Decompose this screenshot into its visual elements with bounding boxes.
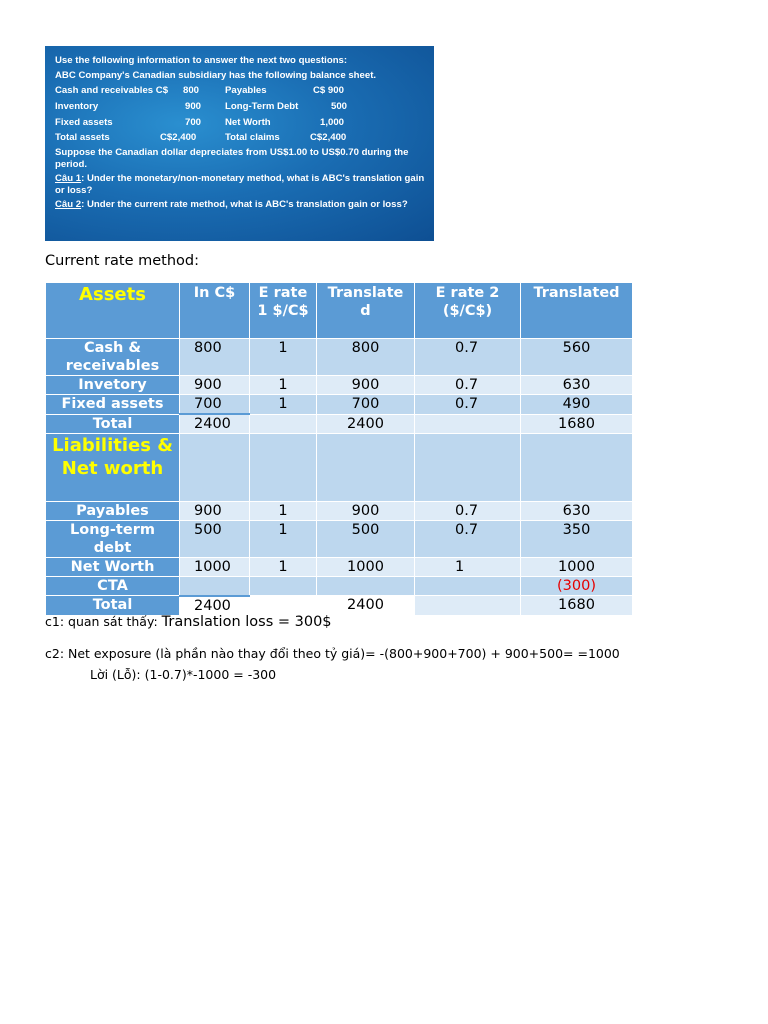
liabilities-section-row bbox=[46, 434, 633, 502]
cell-in-cad bbox=[180, 577, 250, 596]
cell-translated-1: 900 bbox=[317, 502, 415, 521]
cell-erate1: 1 bbox=[250, 521, 317, 558]
slide-intro: Use the following information to answer the next two questions: bbox=[55, 55, 348, 66]
cell-erate1: 1 bbox=[250, 376, 317, 395]
cell-in-cad: 2400 bbox=[180, 596, 250, 616]
cell-erate2: 1 bbox=[415, 558, 521, 577]
column-header: E rate 1 $/C$ bbox=[250, 283, 317, 339]
cell-erate1: 1 bbox=[250, 339, 317, 376]
cell-in-cad: 800 bbox=[180, 339, 250, 376]
cell-erate2: 0.7 bbox=[415, 376, 521, 395]
note-c1: c1: quan sát thấy: Translation loss = 300$ bbox=[45, 614, 332, 630]
table-row bbox=[46, 577, 633, 596]
cell-erate1 bbox=[250, 577, 317, 596]
cell-translated-2: 560 bbox=[521, 339, 633, 376]
liabilities-title: Liabilities & Net worth bbox=[46, 434, 180, 502]
cell-erate2: 0.7 bbox=[415, 502, 521, 521]
column-header: Translate d bbox=[317, 283, 415, 339]
table-row bbox=[46, 521, 633, 558]
cell-translated-1: 2400 bbox=[317, 596, 415, 616]
row-label: Fixed assets bbox=[46, 395, 180, 415]
row-label: Total bbox=[46, 414, 180, 434]
slide-question-2: Câu 2: Under the current rate method, what is ABC's translation gain or loss? bbox=[55, 198, 408, 210]
row-label: Invetory bbox=[46, 376, 180, 395]
slide-row: Cash and receivables C$ 800 Payables C$ 900 bbox=[55, 85, 344, 97]
cell-in-cad: 900 bbox=[180, 502, 250, 521]
slide-suppose-text: Suppose the Canadian dollar depreciates from US$1.00 to US$0.70 during the period. bbox=[55, 146, 409, 171]
section-heading: Current rate method: bbox=[45, 253, 200, 269]
note-c2: c2: Net exposure (là phần nào thay đổi theo tỷ giá)= -(800+900+700) + 900+500= =1000 bbox=[45, 646, 620, 661]
current-rate-table bbox=[45, 282, 633, 616]
cell-translated-1: 2400 bbox=[317, 414, 415, 434]
cell-in-cad: 2400 bbox=[180, 414, 250, 434]
table-row bbox=[46, 395, 633, 415]
column-header: E rate 2 ($/C$) bbox=[415, 283, 521, 339]
slide-question-1: Câu 1: Under the monetary/non-monetary method, what is ABC's translation gain or loss? bbox=[55, 172, 425, 197]
cell-erate2: 0.7 bbox=[415, 395, 521, 415]
table-row bbox=[46, 414, 633, 434]
translation-loss-text: Translation loss = 300$ bbox=[161, 614, 332, 630]
row-label: CTA bbox=[46, 577, 180, 596]
row-label: Total bbox=[46, 596, 180, 616]
question-slide-image bbox=[45, 46, 434, 241]
table-row bbox=[46, 502, 633, 521]
slide-row: Total assets C$2,400 Total claims C$2,400 bbox=[55, 132, 347, 144]
column-header: Translated bbox=[521, 283, 633, 339]
cell-translated-1: 700 bbox=[317, 395, 415, 415]
slide-balance-sheet-title: ABC Company's Canadian subsidiary has the following balance sheet. bbox=[55, 70, 377, 82]
cell-in-cad: 500 bbox=[180, 521, 250, 558]
cell-erate1: 1 bbox=[250, 395, 317, 415]
cell-erate1: 1 bbox=[250, 558, 317, 577]
table-row bbox=[46, 376, 633, 395]
cell-in-cad: 900 bbox=[180, 376, 250, 395]
cell-erate2 bbox=[415, 414, 521, 434]
table-header-row bbox=[46, 283, 633, 339]
cell-translated-1: 1000 bbox=[317, 558, 415, 577]
cell-in-cad: 700 bbox=[180, 395, 250, 415]
table-row bbox=[46, 339, 633, 376]
column-header: In C$ bbox=[180, 283, 250, 339]
row-label: Long-term debt bbox=[46, 521, 180, 558]
cell-translated-1 bbox=[317, 577, 415, 596]
table-row bbox=[46, 558, 633, 577]
cell-erate1 bbox=[250, 414, 317, 434]
cell-translated-2: 350 bbox=[521, 521, 633, 558]
cell-in-cad: 1000 bbox=[180, 558, 250, 577]
cell-translated-1: 800 bbox=[317, 339, 415, 376]
cell-erate2: 0.7 bbox=[415, 339, 521, 376]
assets-title: Assets bbox=[46, 283, 180, 339]
cell-translated-2: 1680 bbox=[521, 414, 633, 434]
cell-erate2: 0.7 bbox=[415, 521, 521, 558]
cell-translated-2: 630 bbox=[521, 502, 633, 521]
cell-translated-1: 500 bbox=[317, 521, 415, 558]
cell-erate1: 1 bbox=[250, 502, 317, 521]
cell-translated-2: 1680 bbox=[521, 596, 633, 616]
cell-translated-2: 1000 bbox=[521, 558, 633, 577]
slide-row: Inventory 900 Long-Term Debt 500 bbox=[55, 101, 348, 112]
cell-erate2 bbox=[415, 596, 521, 616]
cta-value: (300) bbox=[521, 577, 633, 596]
cell-translated-2: 490 bbox=[521, 395, 633, 415]
cell-translated-1: 900 bbox=[317, 376, 415, 395]
cell-erate2 bbox=[415, 577, 521, 596]
note-c2-result: Lời (Lỗ): (1-0.7)*-1000 = -300 bbox=[90, 667, 277, 682]
table-row bbox=[46, 596, 633, 616]
cell-translated-2: 630 bbox=[521, 376, 633, 395]
row-label: Net Worth bbox=[46, 558, 180, 577]
row-label: Payables bbox=[46, 502, 180, 521]
row-label: Cash & receivables bbox=[46, 339, 180, 376]
cell-erate1 bbox=[250, 596, 317, 616]
slide-row: Fixed assets 700 Net Worth 1,000 bbox=[55, 116, 345, 128]
